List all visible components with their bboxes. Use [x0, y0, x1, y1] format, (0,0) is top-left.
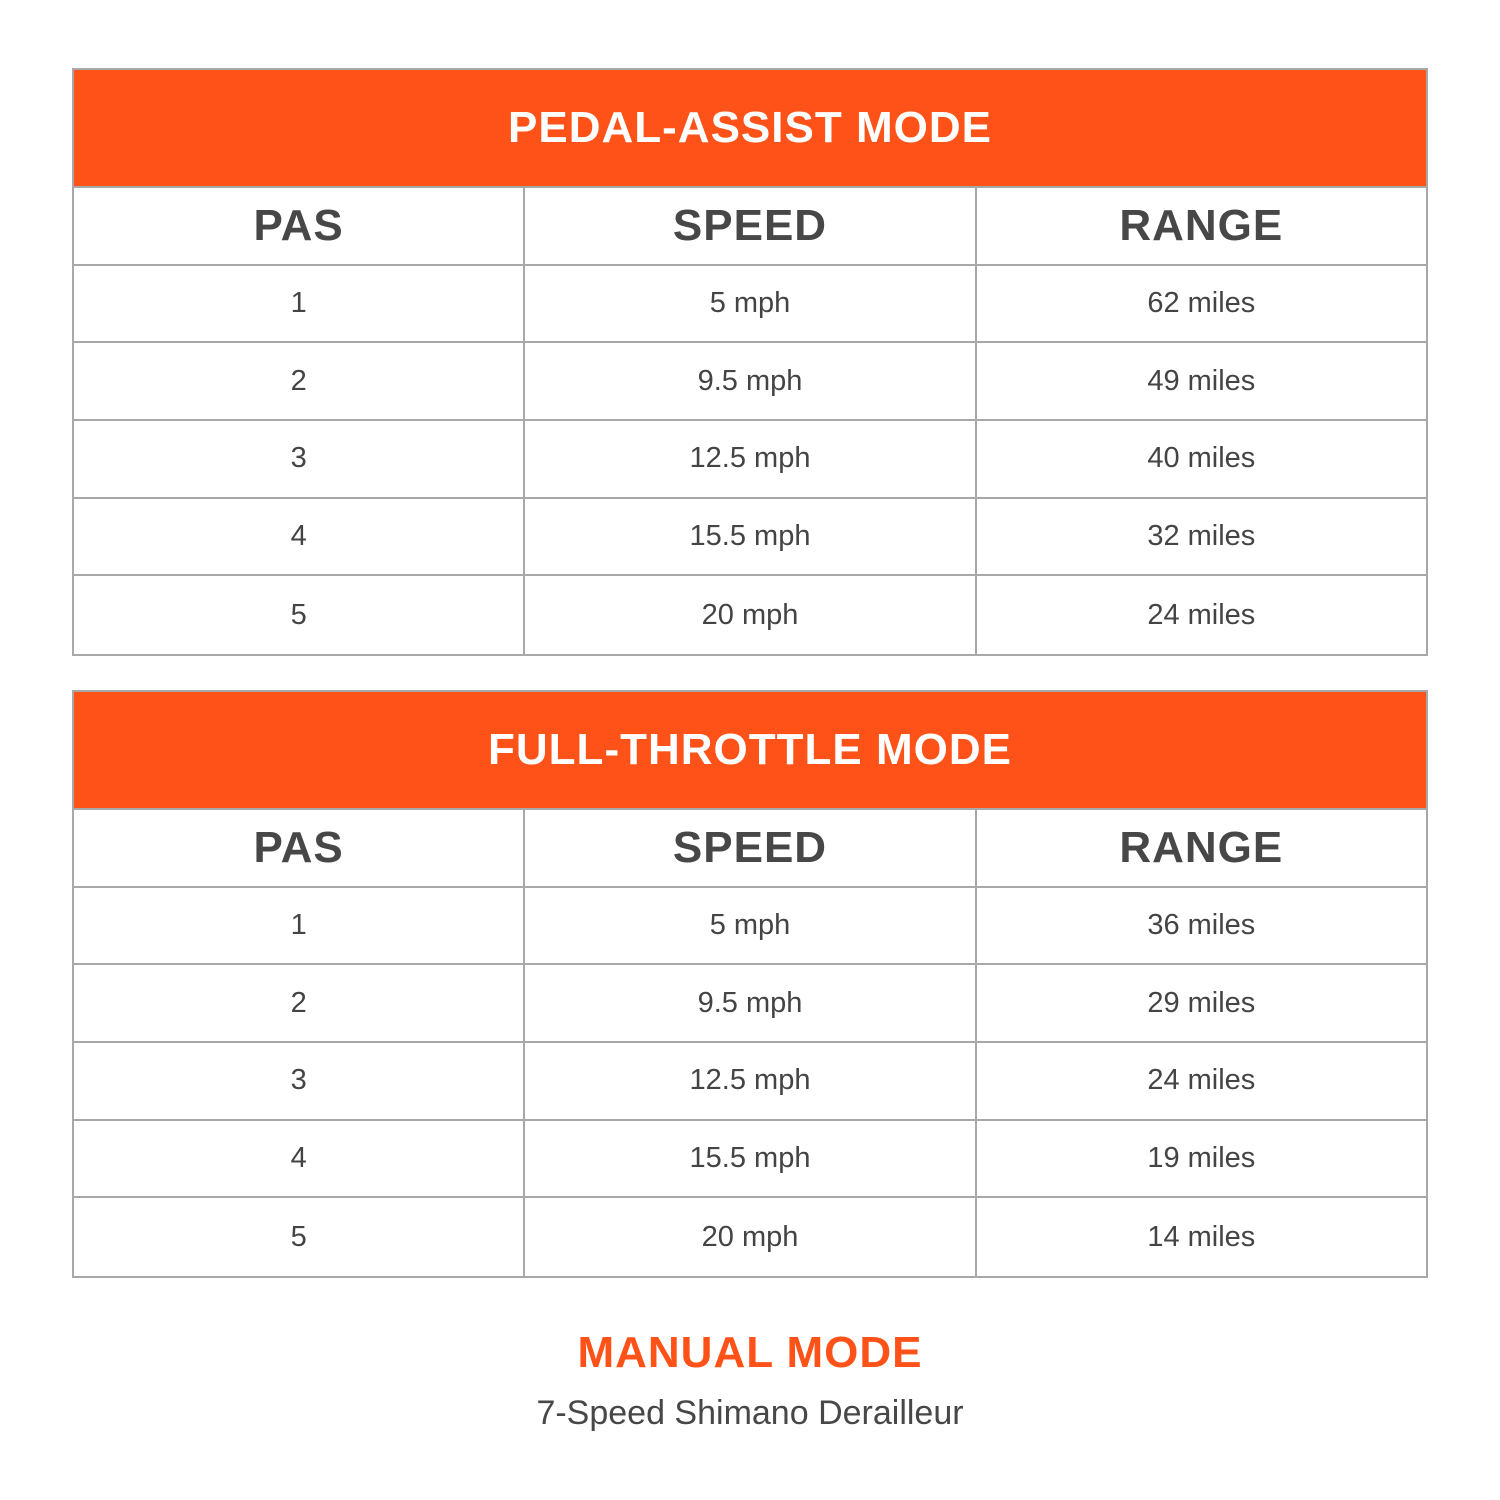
speed-value: 20 mph	[523, 1198, 974, 1276]
range-value: 40 miles	[975, 421, 1426, 497]
speed-value: 9.5 mph	[523, 965, 974, 1041]
range-value: 24 miles	[975, 1043, 1426, 1119]
speed-value: 15.5 mph	[523, 499, 974, 575]
column-header-range: RANGE	[975, 810, 1426, 886]
column-header-speed: SPEED	[523, 810, 974, 886]
table-row	[74, 1121, 1426, 1199]
pas-level: 3	[290, 442, 307, 475]
pas-level: 4	[290, 520, 307, 553]
full-throttle-title: FULL-THROTTLE MODE	[74, 692, 1426, 810]
table-row	[74, 576, 1426, 654]
pas-level: 5	[290, 598, 307, 631]
range-value: 32 miles	[975, 499, 1426, 575]
speed-value: 12.5 mph	[523, 1043, 974, 1119]
speed-value: 9.5 mph	[523, 343, 974, 419]
speed-value: 5 mph	[523, 888, 974, 964]
table-row	[74, 965, 1426, 1043]
speed-value: 15.5 mph	[523, 1121, 974, 1197]
table-row	[74, 266, 1426, 344]
range-value: 19 miles	[975, 1121, 1426, 1197]
manual-mode-title: MANUAL MODE	[577, 1328, 923, 1377]
full-throttle-table	[72, 690, 1428, 1278]
pedal-assist-title: PEDAL-ASSIST MODE	[74, 70, 1426, 188]
manual-mode-subtitle: 7-Speed Shimano Derailleur	[536, 1394, 964, 1432]
column-header-range: RANGE	[975, 188, 1426, 264]
range-value: 62 miles	[975, 266, 1426, 342]
column-header-pas: PAS	[253, 822, 344, 872]
pedal-assist-table	[72, 68, 1428, 656]
range-value: 36 miles	[975, 888, 1426, 964]
column-header-speed: SPEED	[523, 188, 974, 264]
speed-value: 5 mph	[523, 266, 974, 342]
range-value: 49 miles	[975, 343, 1426, 419]
table-header-row	[74, 810, 1426, 888]
table-row	[74, 888, 1426, 966]
pas-level: 3	[290, 1064, 307, 1097]
pas-level: 1	[290, 909, 307, 942]
speed-value: 12.5 mph	[523, 421, 974, 497]
pas-level: 5	[290, 1220, 307, 1253]
pas-level: 2	[290, 986, 307, 1019]
range-value: 24 miles	[975, 576, 1426, 654]
speed-value: 20 mph	[523, 576, 974, 654]
column-header-pas: PAS	[253, 200, 344, 250]
range-value: 14 miles	[975, 1198, 1426, 1276]
table-row	[74, 1198, 1426, 1276]
table-row	[74, 421, 1426, 499]
pas-level: 1	[290, 287, 307, 320]
table-row	[74, 1043, 1426, 1121]
range-value: 29 miles	[975, 965, 1426, 1041]
table-row	[74, 499, 1426, 577]
table-row	[74, 343, 1426, 421]
table-header-row	[74, 188, 1426, 266]
pas-level: 4	[290, 1142, 307, 1175]
pas-level: 2	[290, 364, 307, 397]
